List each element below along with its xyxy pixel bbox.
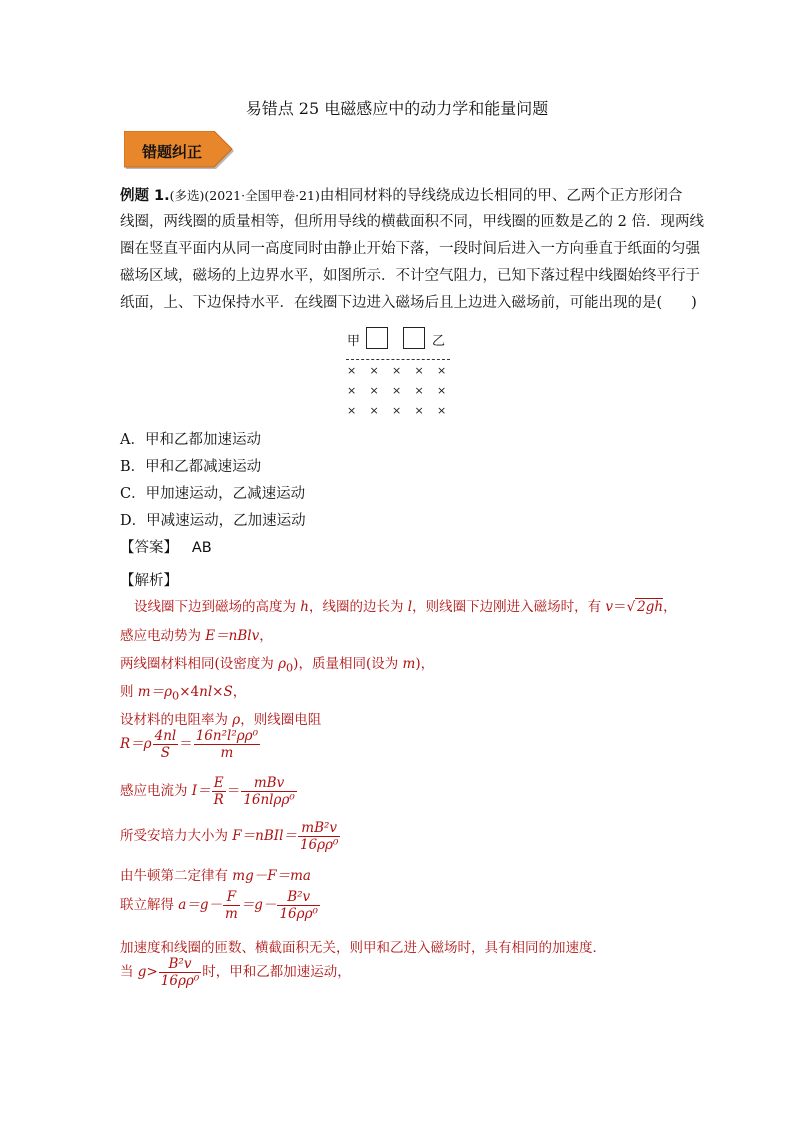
analysis-line-7: 感应电流为 I＝ $\frac{E}{R}$ ＝ $\frac{\text{mBv}}{\text{16nlρρ⁰}}$ xyxy=(120,775,295,808)
analysis-line-8: 所受安培力大小为 F＝nBIl＝ $\frac{\text{mB²v}}{\text{16ρρ⁰}}$ xyxy=(120,820,339,853)
question-source: (多选)(2021·全国甲卷·21) xyxy=(169,188,320,203)
analysis-line-3: 两线圈材料相同(设密度为 $\rho_0$)，质量相同(设为 m)， xyxy=(120,656,435,675)
banner-label: 错题纠正 xyxy=(141,143,202,161)
field-cross-mark: × xyxy=(437,364,447,377)
analysis-line-11: 加速度和线圈的匝数、横截面积无关，则甲和乙进入磁场时，具有相同的加速度． xyxy=(120,940,606,956)
option-b: B．甲和乙都减速运动 xyxy=(120,459,262,475)
field-cross-mark: × xyxy=(392,404,402,417)
answer-label: 【答案】 xyxy=(120,540,178,556)
analysis-line-10: 联立解得 a＝g－ $\frac{F}{m}$ ＝g－ $\frac{\text{B²v}}{\text{16ρρ⁰}}$ xyxy=(120,889,318,922)
coil-yi-label: 乙 xyxy=(432,334,446,349)
field-cross-mark: × xyxy=(392,364,402,377)
page-title: 易错点 25 电磁感应中的动力学和能量问题 xyxy=(245,99,549,118)
question-line: 线圈，两线圈的质量相等，但所用导线的横截面积不同，甲线圈的匝数是乙的 2 倍．现两线 xyxy=(120,214,704,230)
analysis-line-5: 设材料的电阻率为 ρ，则线圈电阻 xyxy=(120,712,322,728)
option-a: A．甲和乙都加速运动 xyxy=(120,432,261,448)
section-banner xyxy=(124,131,236,171)
answer-value: AB xyxy=(191,540,212,556)
field-cross-mark: × xyxy=(369,404,379,417)
question-line: 由相同材料的导线绕成边长相同的甲、乙两个正方形闭合 xyxy=(319,188,683,204)
answer-row xyxy=(120,536,212,557)
field-cross-mark: × xyxy=(437,404,447,417)
question-line: 纸面，上、下边保持水平．在线圈下边进入磁场后且上边进入磁场前，可能出现的是( ) xyxy=(120,295,697,311)
coil-jia-label: 甲 xyxy=(347,334,361,349)
field-crosses xyxy=(340,325,460,425)
analysis-line-6: R＝ρ $\frac{4nl}{S}$ ＝ $\frac{\text{16n²l²ρρ⁰}}{m}$ xyxy=(120,728,259,761)
option-c: C．甲加速运动，乙减速运动 xyxy=(120,486,306,502)
analysis-line-4: 则 $m=\rho_0\times 4nl\times S$， xyxy=(120,684,247,703)
field-cross-mark: × xyxy=(347,404,357,417)
analysis-line-2: 感应电动势为 E＝nBlv， xyxy=(120,628,273,644)
question-line: 磁场区域，磁场的上边界水平，如图所示．不计空气阻力，已知下落过程中线圈始终平行于 xyxy=(120,268,700,284)
field-cross-mark: × xyxy=(347,364,357,377)
field-cross-mark: × xyxy=(414,364,424,377)
field-cross-mark: × xyxy=(437,384,447,397)
analysis-line-1: 设线圈下边到磁场的高度为 h，线圈的边长为 l，则线圈下边刚进入磁场时，有 v＝√ 2gh， xyxy=(134,599,677,615)
analysis-line-12: 当 g> $\frac{\text{B²v}}{\text{16ρρ⁰}}$ 时，甲和乙都加速运动， xyxy=(120,956,351,989)
question-block xyxy=(120,182,704,317)
field-cross-mark: × xyxy=(369,364,379,377)
field-cross-mark: × xyxy=(414,384,424,397)
magnetic-field-figure xyxy=(340,325,460,425)
field-cross-mark: × xyxy=(369,384,379,397)
field-cross-mark: × xyxy=(347,384,357,397)
question-label: 例题 1. xyxy=(120,188,170,204)
analysis-line-9: 由牛顿第二定律有 mg－F＝ma xyxy=(120,868,311,884)
field-cross-mark: × xyxy=(414,404,424,417)
option-d: D．甲减速运动，乙加速运动 xyxy=(120,513,306,529)
analysis-label: 【解析】 xyxy=(120,573,178,589)
field-cross-mark: × xyxy=(392,384,402,397)
question-line: 圈在竖直平面内从同一高度同时由静止开始下落，一段时间后进入一方向垂直于纸面的匀强 xyxy=(120,241,700,257)
